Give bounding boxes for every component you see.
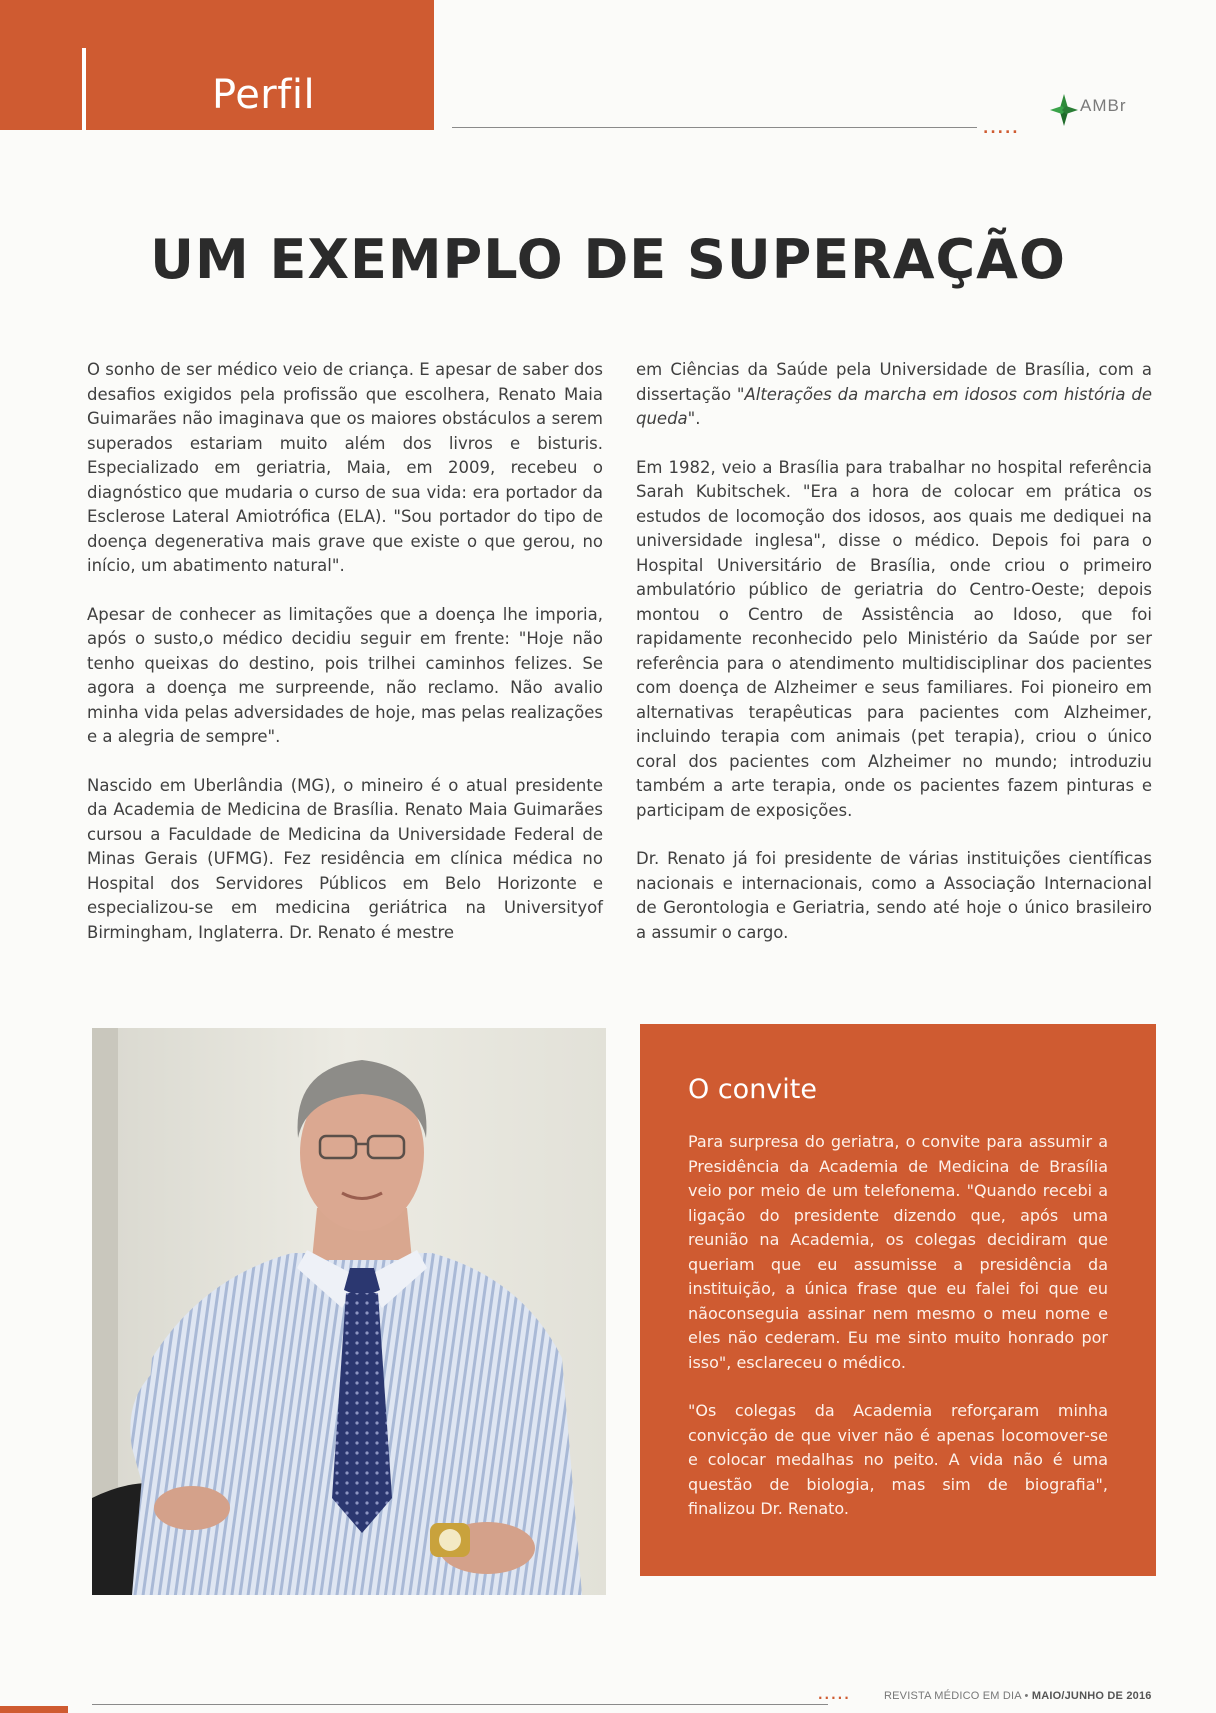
paragraph: O sonho de ser médico veio de criança. E apesar de saber dos desafios exigidos pela profissão que escolhera, Renato Maia Guimarães não imaginava que os maiores obstáculos a serem superados estariam muito além dos livros e bisturis. Especializado em geriatria, Maia, em 2009, recebeu o diagnóstico que mudaria o curso de sua vida: era portador da Esclerose Lateral Amiotrófica (ELA). "Sou portador do tipo de doença degenerativa mais grave que existe o que gerou, no início, um abatimento natural".	[87, 360, 603, 575]
portrait-photo	[92, 1028, 606, 1595]
paragraph: Apesar de conhecer as limitações que a doença lhe imporia, após o susto,o médico decidiu seguir em frente: "Hoje não tenho queixas do destino, pois trilhei caminhos felizes. Se agora a doença me surpreende, não reclamo. Não avalio minha vida pelas adversidades de hoje, mas pelas realizações e a alegria de sempre".	[87, 604, 603, 746]
diamond-star-icon	[1048, 90, 1082, 130]
footer-separator: •	[1024, 1690, 1029, 1702]
section-label: Perfil	[212, 72, 316, 118]
footer-dots: .....	[818, 1688, 851, 1702]
paragraph: Dr. Renato já foi presidente de várias instituições científicas nacionais e internacionais, como a Associação Internacional de Gerontologia e Geriatria, sendo até hoje o único brasileiro a assumir o cargo.	[636, 849, 1152, 942]
sidebar-paragraph: Para surpresa do geriatra, o convite para assumir a Presidência da Academia de Medicina de Brasília veio por meio de um telefonema. "Quando recebi a ligação do presidente dizendo que, após uma reunião na Academia, os colegas decidiram que queriam que eu assumisse a presidência da instituição, a única frase que eu falei foi que eu nãoconseguia assinar nem mesmo o meu nome e eles não cederam. Eu me sinto muito honrado por isso", esclareceu o médico.	[688, 1132, 1108, 1372]
publication-name: REVISTA MÉDICO EM DIA	[884, 1690, 1022, 1702]
paragraph: Em 1982, veio a Brasília para trabalhar no hospital referência Sarah Kubitschek. "Era a hora de colocar em prática os estudos de locomoção dos idosos, aos quais me dediquei na universidade inglesa", disse o médico. Depois foi para o Hospital Universitário de Brasília, onde criou o primeiro ambulatório público de geriatria do Centro-Oeste; depois montou o Centro de Assistência ao Idoso, que foi rapidamente reconhecido pelo Ministério da Saúde por ser referência para o atendimento multidisciplinar dos pacientes com doença de Alzheimer e seus familiares. Foi pioneiro em alternativas terapêuticas para pacientes com Alzheimer, incluindo terapia com animais (pet terapia), criou o único coral dos pacientes com Alzheimer no mundo; introduziu também a arte terapia, onde os pacientes fazem pinturas e participam de exposições.	[636, 457, 1152, 820]
left-column	[87, 358, 603, 969]
footer-rule	[92, 1704, 828, 1705]
banner-divider	[82, 48, 86, 130]
ambr-logo	[1048, 90, 1148, 130]
paragraph-text: em Ciências da Saúde pela Universidade de Brasília, com a dissertação	[636, 360, 1152, 404]
header-dots: .....	[983, 121, 1020, 137]
right-column	[636, 358, 1152, 969]
issue-date: MAIO/JUNHO DE 2016	[1031, 1690, 1152, 1702]
header-rule	[452, 127, 977, 128]
paragraph: Nascido em Uberlândia (MG), o mineiro é o atual presidente da Academia de Medicina de Brasília. Renato Maia Guimarães cursou a Faculdade de Medicina da Universidade Federal de Minas Gerais (UFMG). Fez residência em clínica médica no Hospital dos Servidores Públicos em Belo Horizonte e especializou-se em medicina geriátrica na Universityof Birmingham, Inglaterra. Dr. Renato é mestre	[87, 775, 603, 942]
dissertation-title: "Alterações da marcha em idosos com história de queda"	[636, 384, 1152, 428]
sidebar-title: O convite	[688, 1074, 817, 1105]
sidebar-paragraph: "Os colegas da Academia reforçaram minha convicção de que viver não é apenas locomover-se e colocar medalhas no peito. A vida não é uma questão de biologia, mas sim de biografia", finalizou Dr. Renato.	[688, 1401, 1108, 1518]
section-banner	[0, 0, 434, 130]
sidebar-box	[640, 1024, 1156, 1576]
footer-text	[884, 1690, 1152, 1702]
portrait-illustration	[92, 1028, 606, 1595]
paragraph	[636, 358, 1152, 432]
sidebar-body	[688, 1130, 1108, 1546]
article-title: UM EXEMPLO DE SUPERAÇÃO	[150, 228, 1066, 291]
logo-text: AMBr	[1080, 96, 1127, 115]
corner-mark	[0, 1706, 68, 1713]
paragraph-text: .	[695, 409, 701, 428]
